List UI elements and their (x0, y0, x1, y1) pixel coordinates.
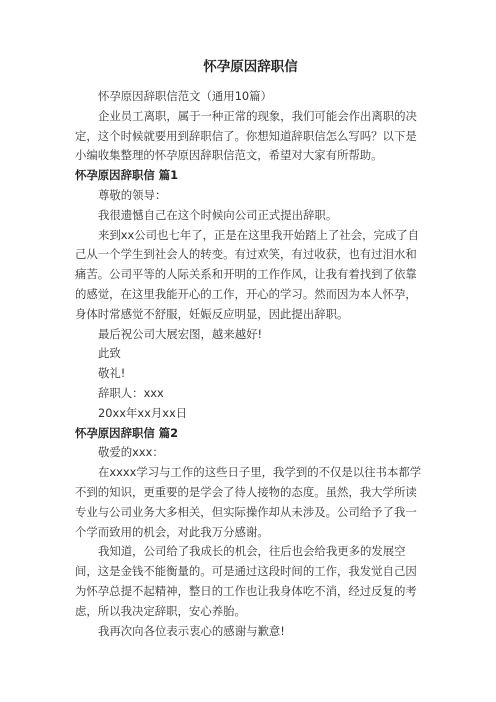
section-2-heading: 怀孕原因辞职信 篇2 (75, 425, 179, 440)
section-1-date: 20xx年xx月xx日 (98, 405, 188, 420)
document-page (75, 58, 422, 641)
section-1-paragraph: 我很遗憾自己在这个时候向公司正式提出辞职。 (98, 207, 338, 222)
section-1-closing: 敬礼! (98, 366, 126, 381)
section-2-salutation: 敬爱的xxx： (98, 445, 164, 460)
intro-subtitle: 怀孕原因辞职信范文（通用10篇） (98, 89, 272, 103)
intro-paragraph: 企业员工离职，属于一种正常的现象，我们可能会作出离职的决定，这个时候就要用到辞职信了。你想知道辞职信怎么写吗？以下是小编收集整理的怀孕原因辞职信范文，希望对大家有所帮助。 (75, 108, 417, 163)
section-1-salutation: 尊敬的领导： (98, 187, 167, 202)
section-2-paragraph: 在xxxx学习与工作的这些日子里，我学到的不仅是以往书本都学不到的知识，更重要的是学会了待人接物的态度。虽然，我大学所读专业与公司业务大多相关，但实际操作却从未涉及。公司给予了我一个学而致用的机会，对此我万分感谢。 (75, 465, 422, 539)
section-1-paragraph: 来到xx公司也七年了，正是在这里我开始踏上了社会，完成了自己从一个学生到社会人的转变。有过欢笑，有过收获，也有过泪水和痛苦。公司平等的人际关系和开明的工作作风，让我有着找到了依靠的感觉，在这里我能开心的工作，开心的学习。然而因为本人怀孕，身体时常感觉不舒服，妊娠反应明显，因此提出辞职。 (75, 227, 420, 321)
section-1-paragraph: 最后祝公司大展宏图，越来越好! (98, 326, 263, 341)
document-title: 怀孕原因辞职信 (203, 59, 298, 75)
section-1-heading: 怀孕原因辞职信 篇1 (75, 168, 179, 183)
section-1-signature: 辞职人：xxx (98, 385, 164, 400)
section-2-paragraph: 我知道，公司给了我成长的机会，往后也会给我更多的发展空间，这是金钱不能衡量的。可是通过这段时间的工作，我发觉自己因为怀孕总提不起精神，整日的工作也让我身体吃不消，经过反复的考虑，所以我决定辞职，安心养胎。 (75, 544, 417, 618)
section-2-paragraph: 我再次向各位表示衷心的感谢与歉意! (98, 623, 285, 638)
section-1-closing: 此致 (98, 346, 121, 361)
